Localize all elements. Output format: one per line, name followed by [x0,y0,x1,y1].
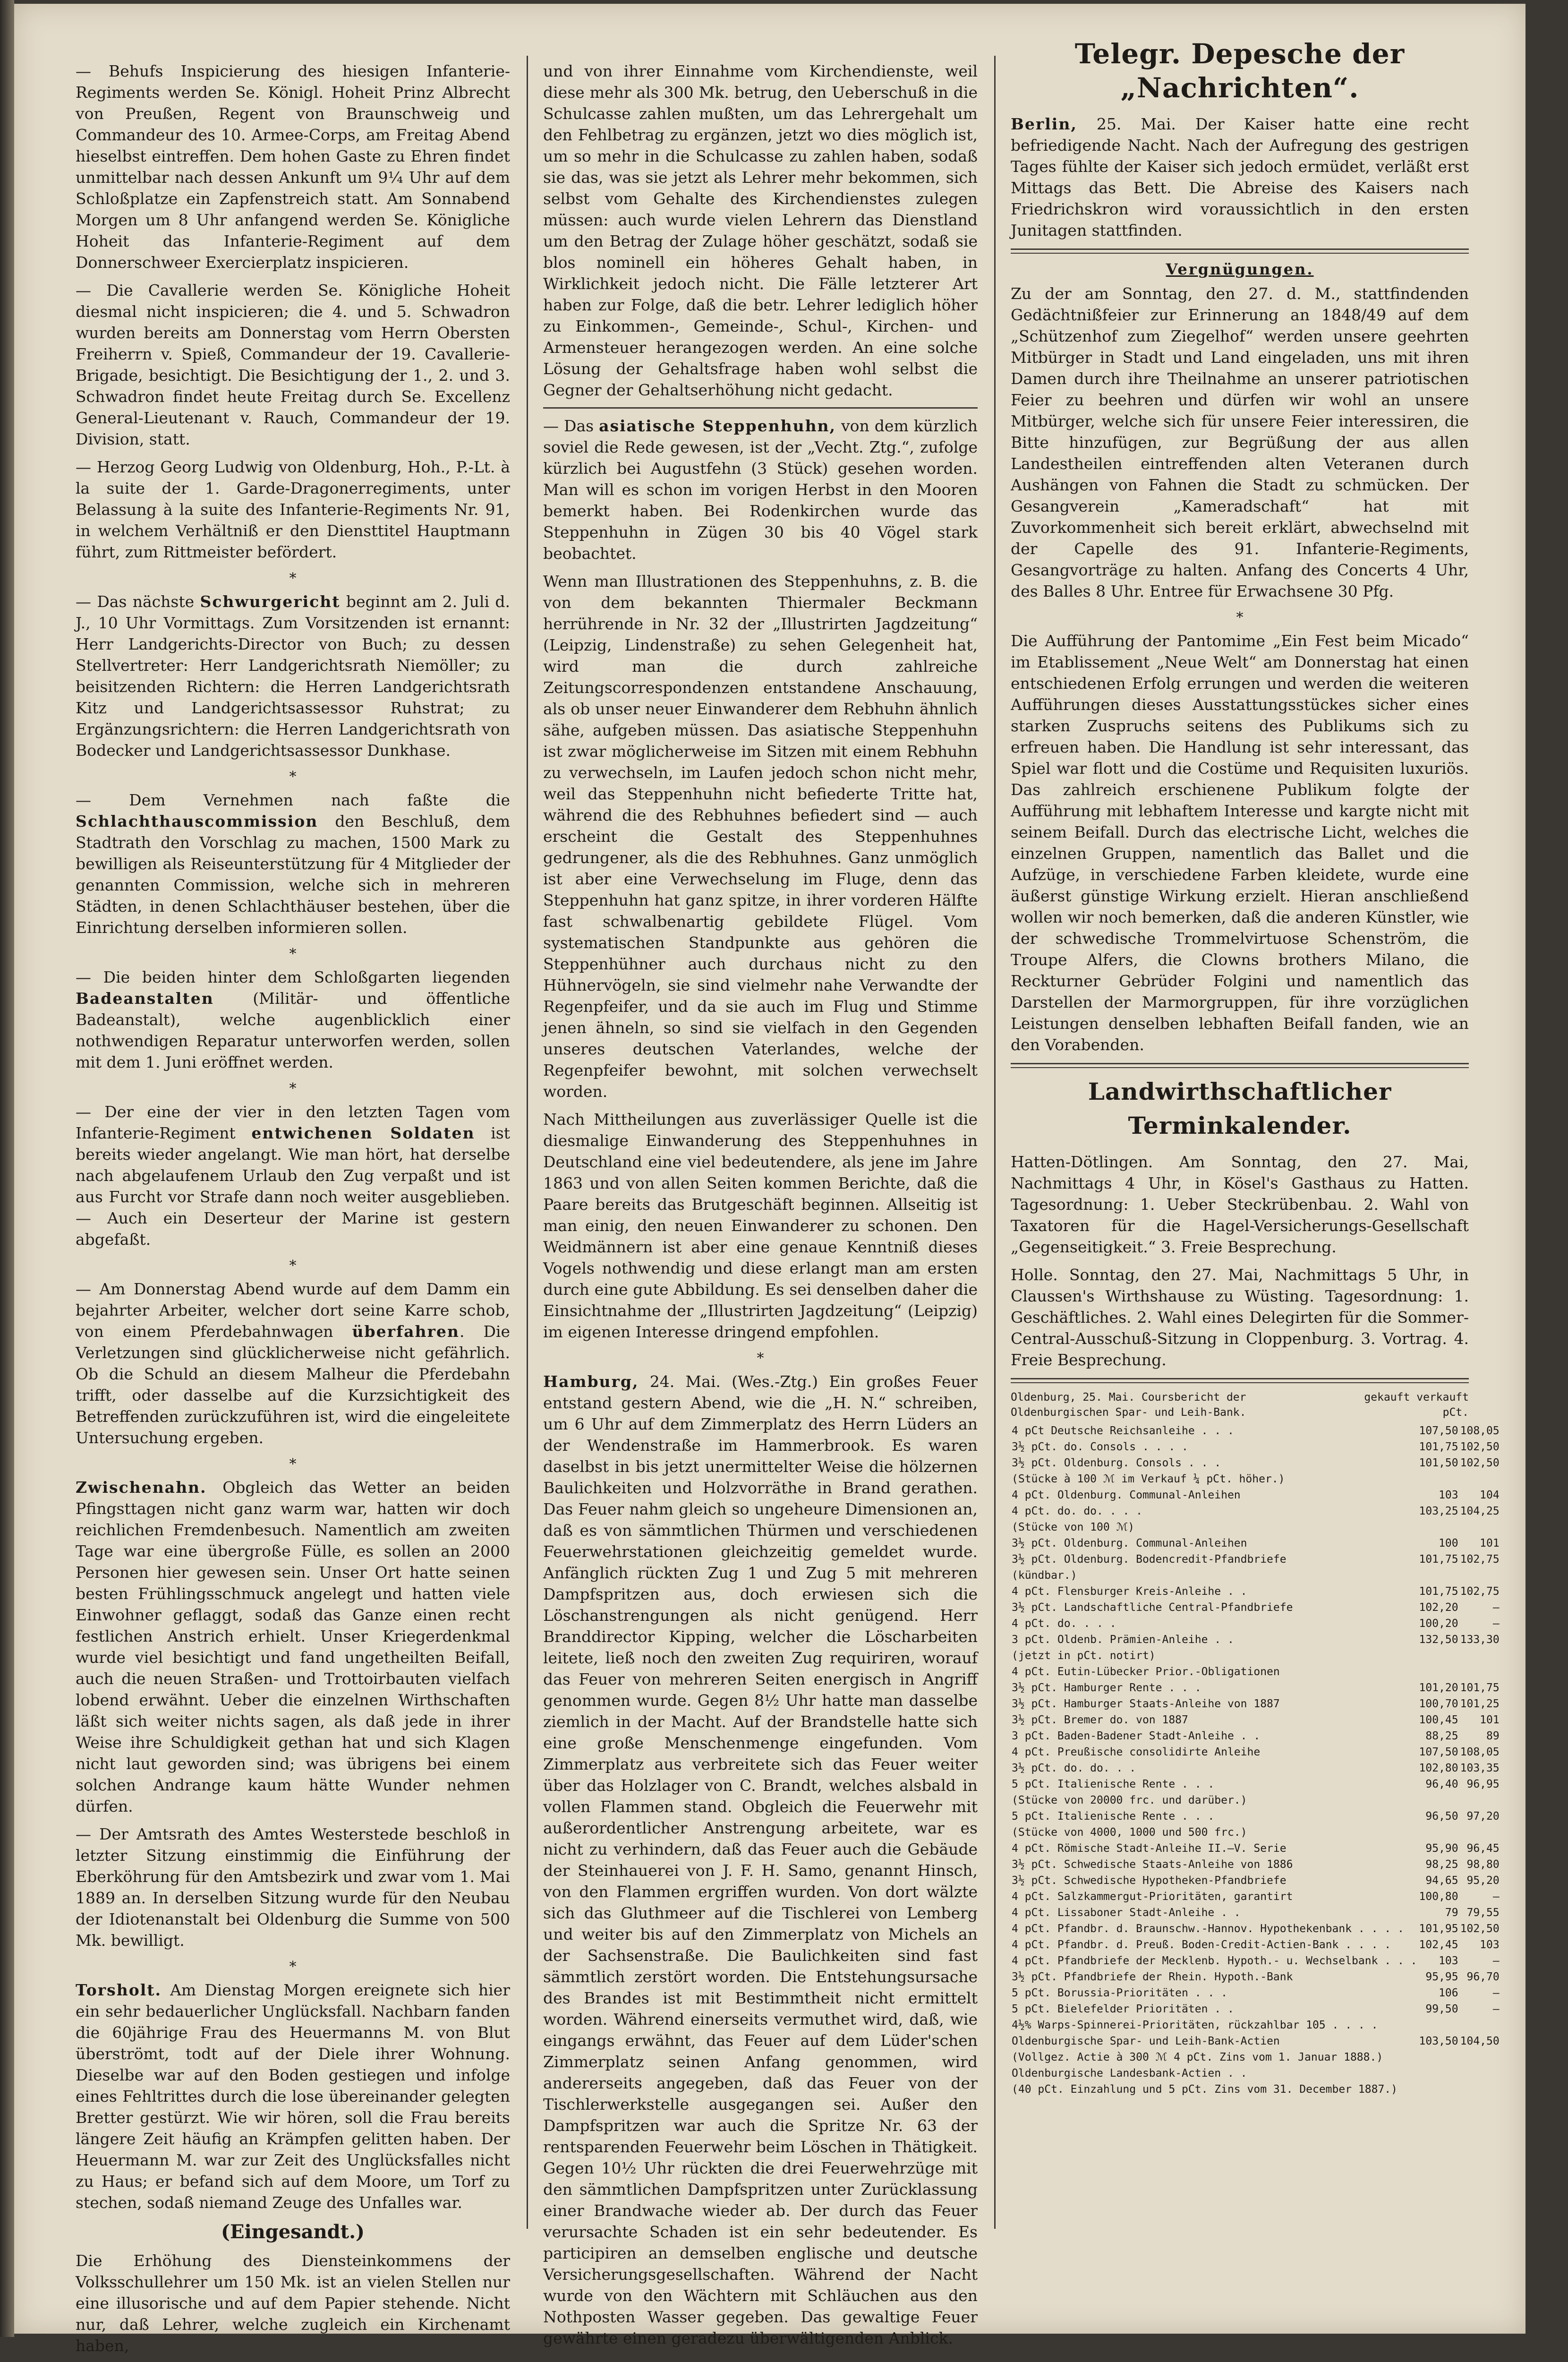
rate-row [1011,1728,1500,1744]
rate-verkauft [1459,1792,1500,1808]
rate-gekauft: 106 [1439,1987,1458,1999]
rate-gekauft: 101,75 [1419,1441,1458,1453]
vergnuegungen-heading: Vergnügungen. [1166,260,1314,278]
article-zwischenahn: Zwischenahn. Obgleich das Wetter an beiden Pfingsttagen nicht ganz warm war, hatten wir doch reichlichen Fremdenbesuch. Namentlich am zweiten Tage war eine übergroße Fülle, es sollen an 2000 Personen hier gewesen sein. Unser Ort hatte seinen besten Frühlingsschmuck angelegt und hatten viele Einwohner geflaggt, sodaß das Ganze einen recht festlichen Anstrich erhielt. Unser Kriegerdenkmal wurde viel besichtigt und fand ungetheilten Beifall, auch die neuen Straßen- und Trottoirbauten vielfach lobend erwähnt. Ueber die einzelnen Wirthschaften läßt sich weiter nichts sagen, als daß jede in ihrer Weise ihre Schuldigkeit gethan hat und sich Klagen nicht laut geworden sind; was übrigens bei einem solchen Andrange kaum hätte Wunder nehmen dürfen. [76,1478,510,1815]
rate-name: 3½ pCt. Oldenburg. Bodencredit-Pfandbriefe [1012,1553,1287,1566]
rate-row [1011,2001,1500,2017]
rate-row [1011,1439,1500,1455]
rate-verkauft: 104,50 [1460,2035,1500,2047]
keyword: asiatische Steppenhuhn, [599,417,836,435]
rate-verkauft [1459,1519,1500,1535]
rate-gekauft: 132,50 [1419,1634,1458,1646]
rate-name: 5 pCt. Bielefelder Prioritäten . . [1012,2003,1234,2015]
rate-row [1011,1423,1500,1439]
section-rule [1011,248,1469,254]
rate-gekauft: 107,50 [1419,1425,1458,1437]
rate-name: (Stücke von 4000, 1000 und 500 frc.) [1012,1826,1247,1839]
star-separator: * [289,1080,297,1097]
column-3 [1011,37,1500,2097]
rate-row [1011,1648,1500,1664]
rate-row [1011,1535,1500,1551]
rate-row [1011,1567,1500,1583]
rate-row [1011,1696,1500,1712]
rate-gekauft: 100,20 [1419,1617,1458,1630]
rate-row [1011,1471,1500,1487]
rate-row [1011,1937,1500,1953]
rate-name: 4 pCt. do. do. . . . [1012,1505,1142,1517]
rate-row [1011,1985,1500,2001]
col-pct: pCt. [1442,1406,1469,1419]
coursbericht-title: Oldenburg, 25. Mai. Coursbericht der Oldenburgischen Spar- und Leih-Bank. [1011,1391,1246,1419]
rate-verkauft: — [1492,1987,1500,1999]
rate-name: 4 pCt. Lissaboner Stadt-Anleihe . . [1012,1907,1241,1919]
rate-name: 3½ pCt. do. do. . . [1012,1762,1136,1774]
rate-name: 4 pCt. Oldenburg. Communal-Anleihen [1012,1489,1241,1501]
section-rule [1011,1063,1469,1068]
article-steppenhuhn-2: Wenn man Illustrationen des Steppenhuhns, z. B. die von dem bekannten Thiermaler Beckmann herrührende in Nr. 32 der „Illustrirten Jagdzeitung“ (Leipzig, Lindenstraße) zu sehen Gelegenheit hat, wird man die durch zahlreiche Zeitungscorrespondenzen entstandene Anschauung, als ob unser neuer Einwanderer dem Rebhuhn ähnlich sähe, aufgeben müssen. Das asiatische Steppenhuhn ist zwar möglicherweise im Sitzen mit einem Rebhuhn zu verwechseln, im Laufen jedoch schon nicht mehr, weil das Steppenhuhn nicht befiederte Tritte hat, während die des Rebhuhnes befiedert sind — auch erscheint die Gestalt des Steppenhuhnes gedrungener, als die des Rebhuhnes. Ganz unmöglich ist aber eine Verwechselung im Fluge, denn das Steppenhuhn hat ganz spitze, in ihrer vorderen Hälfte fast schwalbenartig gebildete Flügel. Vom systematischen Standpunkte aus gehören die Steppenhühner auch durchaus nicht zu den Hühnervögeln, sie sind vielmehr nahe Verwandte der Regenpfeifer, und da sie auch im Flug und Stimme jenen ähneln, so sind sie vielfach in den Gegenden unseres deutschen Vaterlandes, welche der Regenpfeifer bewohnt, mit solchen verwechselt worden. [543,572,978,1101]
coursbericht-table [1011,1423,1500,2097]
keyword: Hamburg, [543,1372,639,1391]
keyword: entwichenen Soldaten [251,1124,475,1142]
rate-verkauft: 98,80 [1466,1858,1500,1871]
star-separator: * [1236,609,1244,626]
rate-verkauft [1459,1471,1500,1487]
article-badeanstalten: — Die beiden hinter dem Schloßgarten liegenden Badeanstalten (Militär- und öffentliche Badeanstalt), welche augenblicklich einer nothwendigen Reparatur unterworfen werden, sollen mit dem 1. Juni eröffnet werden. [76,968,510,1071]
rate-verkauft: 101 [1480,1537,1500,1549]
article-schlachthaus: — Dem Vernehmen nach faßte die Schlachthauscommission den Beschluß, dem Stadtrath den Vorschlag zu machen, 1500 Mark zu bewilligen als Reiseunterstützung für 4 Mitglieder der genannten Commission, welche sich in mehreren Städten, in denen Schlachthäuser bestehen, über die Einrichtung derselben informieren sollen. [76,791,510,937]
rate-verkauft [1459,2017,1500,2033]
rate-gekauft: 79 [1445,1907,1458,1919]
rate-row [1011,1873,1500,1889]
article-amtsrath: — Der Amtsrath des Amtes Westerstede beschloß in letzter Sitzung einstimmig die Einführung der Eberköhrung für den Amtsbezirk und zwar vom 1. Mai 1889 an. In derselben Sitzung wurde für den Neubau der Idiotenanstalt bei Oldenburg die Summe von 500 Mk. bewilligt. [76,1825,510,1950]
article-lehrer-cont: und von ihrer Einnahme vom Kirchendienste, weil diese mehr als 300 Mk. betrug, den Ueberschuß in die Schulcasse zahlen mußten, um das Lehrergehalt um den Fehlbetrag zu ergänzen, jetzt wo dies möglich ist, um so mehr in die Schulcasse zu zahlen haben, sodaß sie das, was sie jetzt als Lehrer mehr bekommen, sich selbst vom Gehalte des Kirchendienstes zulegen müssen: auch wurde vielen Lehrern das Dienstland um den Betrag der Zulage höher geschätzt, sodaß sie blos nominell ein höheres Gehalt haben, in Wirklichkeit jedoch nicht. Die Fälle letzterer Art haben zur Folge, daß die betr. Lehrer lediglich höher zu Einkommen-, Gemeinde-, Schul-, Kirchen- und Armensteuer herangezogen werden. An eine solche Lösung der Gehaltsfrage haben wohl selbst die Gegner der Gehaltserhöhung nicht gedacht. [543,62,978,399]
rate-row [1011,1792,1500,1808]
rate-row [1011,1616,1500,1632]
rate-verkauft: 102,50 [1460,1441,1500,1453]
rate-gekauft: 103,50 [1419,2035,1458,2047]
column-rule [994,56,996,2229]
column-2 [543,60,978,2355]
rate-verkauft [1459,2065,1500,2081]
star-separator: * [289,570,297,587]
terminkalender-title: Landwirthschaftlicher Terminkalender. [1088,1078,1392,1139]
rate-row [1011,1840,1500,1857]
rate-gekauft [1418,1519,1459,1535]
rate-row [1011,1905,1500,1921]
rate-name: (jetzt in pCt. notirt) [1012,1650,1156,1662]
rate-gekauft: 96,40 [1425,1778,1458,1790]
rate-row [1011,1600,1500,1616]
eingesandt-heading: (Eingesandt.) [221,2221,365,2243]
rate-row [1011,1712,1500,1728]
rate-verkauft: 102,75 [1460,1585,1500,1598]
rate-gekauft: 100,80 [1419,1891,1458,1903]
rate-verkauft: 133,30 [1460,1634,1500,1646]
star-separator: * [289,1258,297,1274]
article-pantomime: Die Aufführung der Pantomime „Ein Fest beim Micado“ im Etablissement „Neue Welt“ am Donnerstag hat einen entschiedenen Erfolg errungen und werden die weiteren Aufführungen dieses Ausstattungsstückes sicher eines starken Zuspruchs seitens des Publikums sich zu erfreuen haben. Die Handlung ist sehr interessant, das Spiel war flott und die Costüme und Requisiten luxuriös. Das zahlreich erschienene Publikum folgte der Aufführung mit lebhaftem Interesse und kargte nicht mit seinem Beifall. Durch das electrische Licht, welches die einzelnen Gruppen, namentlich das Ballet und die Aufzüge, in verschiedene Farben kleidete, wurde eine äußerst günstige Wirkung erzielt. Hieran anschließend wollen wir noch bemerken, daß die anderen Künstler, wie der schwedische Trommelvirtuose Schenström, die Troupe Alfers, die Clowns brothers Milano, die Reckturner Gebrüder Folgini und namentlich das Darstellen der Marmorgruppen, für ihre vorzüglichen Leistungen denselben lebhaften Beifall fanden, wie an den Vorabenden. [1011,632,1469,1054]
article-inspicierung: — Behufs Inspicierung des hiesigen Infanterie-Regiments werden Se. Königl. Hoheit Prinz Albrecht von Preußen, Regent von Braunschweig und Commandeur des 10. Armee-Corps, am Freitag Abend hieselbst eintreffen. Dem hohen Gaste zu Ehren findet unmittelbar nach dessen Ankunft um 9¼ Uhr auf dem Schloßplatze ein Zapfenstreich statt. Am Sonnabend Morgen um 8 Uhr anfangend werden Se. Königliche Hoheit das Infanterie-Regiment auf dem Donnerschweer Exercierplatz inspicieren. [76,62,510,272]
rate-verkauft: 79,55 [1466,1907,1500,1919]
rate-row [1011,1889,1500,1905]
rate-name: 3½ pCt. Hamburger Staats-Anleihe von 1887 [1012,1698,1280,1710]
article-cavallerie: — Die Cavallerie werden Se. Königliche Hoheit diesmal nicht inspicieren; die 4. und 5. Schwadron wurden bereits am Donnerstag vom Herrn Obersten Freiherrn v. Spieß, Commandeur der 19. Cavallerie-Brigade, besichtigt. Die Besichtigung der 1., 2. und 3. Schwadron findet heute Freitag durch Se. Excellenz General-Lieutenant v. Rauch, Commandeur der 19. Division, statt. [76,281,510,448]
rate-row [1011,1583,1500,1600]
rate-row [1011,1921,1500,1937]
article-torsholt: Torsholt. Am Dienstag Morgen ereignete sich hier ein sehr bedauerlicher Unglücksfall. Nachbarn fanden die 60jährige Frau des Heuermanns M. von Blut überströmt, todt auf der Diele ihrer Wohnung. Dieselbe war auf den Boden gestiegen und infolge eines Fehltrittes durch die lose übereinander gelegten Bretter gestürzt. Wie wir hören, soll die Frau bereits längere Zeit häufig an Krämpfen gelitten haben. Der Heuermann M. war zur Zeit des Unglücksfalles nicht zu Haus; er befand sich auf dem Moore, um Torf zu stechen, sodaß niemand Zeuge des Unfalles war. [76,1981,510,2212]
rate-row [1011,1857,1500,1873]
rate-row [1011,1632,1500,1648]
rate-name: 4 pCt. Römische Stadt-Anleihe II.—V. Serie [1012,1842,1287,1855]
rate-verkauft: 101,75 [1460,1682,1500,1694]
rate-name: 3½ pCt. Schwedische Staats-Anleihe von 1886 [1012,1858,1293,1871]
rate-gekauft: 101,75 [1419,1585,1458,1598]
rate-verkauft: 97,20 [1466,1810,1500,1823]
col-verkauft: verkauft [1416,1391,1469,1404]
rate-name: Oldenburgische Spar- und Leih-Bank-Actien [1012,2035,1280,2047]
article-herzog: — Herzog Georg Ludwig von Oldenburg, Hoh., P.-Lt. à la suite der 1. Garde-Dragonerregiments, unter Belassung à la suite des Infanterie-Regiments Nr. 91, in welchem Verhältniß er den Diensttitel Hauptmann führt, zum Rittmeister befördert. [76,458,510,561]
rate-verkauft: 104 [1480,1489,1500,1501]
rate-gekauft: 103,25 [1419,1505,1458,1517]
rate-gekauft [1418,2081,1459,2097]
article-gedaechtnisfeier: Zu der am Sonntag, den 27. d. M., stattfindenden Gedächtnißfeier zur Erinnerung an 1848/49 auf dem „Schützenhof zum Ziegelhof“ werden unsere geehrten Mitbürger in Stadt und Land eingeladen, uns mit ihren Damen durch ihre Theilnahme an unserer patriotischen Feier zu beehren und dürfen wir wohl an unsere Mitbürger, welche sich für unsere Feier interessiren, die Bitte hinzufügen, zur Begrüßung der aus allen Landestheilen eintreffenden alten Veteranen durch Aushängen von Fahnen die Stadt zu schmücken. Der Gesangverein „Kameradschaft“ hat mit Zuvorkommenheit sich bereit erklärt, abwechselnd mit der Capelle des 91. Infanterie-Regiments, Gesangvorträge zu halten. Anfang des Concerts 4 Uhr, des Balles 8 Uhr. Entree für Erwachsene 30 Pfg. [1011,284,1469,600]
keyword: Torsholt. [76,1981,162,1999]
rate-name: 3 pCt. Oldenb. Prämien-Anleihe . . [1012,1634,1234,1646]
rate-name: (Stücke à 100 ℳ im Verkauf ¼ pCt. höher.) [1012,1473,1285,1485]
rate-gekauft: 103 [1439,1955,1458,1967]
rate-verkauft: 96,70 [1466,1971,1500,1983]
rate-verkauft: 108,05 [1460,1746,1500,1758]
rate-row [1011,1953,1500,1969]
rate-gekauft [1418,1664,1459,1680]
coursbericht-columns [1364,1390,1469,1420]
rate-verkauft: 89 [1486,1730,1500,1742]
rate-verkauft [1459,1567,1500,1583]
rate-gekauft [1418,2049,1459,2065]
rate-verkauft: 96,45 [1466,1842,1500,1855]
article-hamburg: Hamburg, 24. Mai. (Wes.-Ztg.) Ein großes Feuer entstand gestern Abend, wie die „H. N.“ schreiben, um 6 Uhr auf dem Zimmerplatz des Herrn Lüders an der Wendenstraße im Hammerbrook. Es waren daselbst in bis jetzt unermittelter Weise die hölzernen Baulichkeiten und Holzvorräthe in Brand gerathen. Das Feuer nahm gleich so ungeheure Dimensionen an, daß es von sämmtlichen Thürmen und verschiedenen Feuerwehrstationen gleichzeitig gemeldet wurde. Anfänglich rückten Zug 1 und Zug 5 mit mehreren Dampfspritzen aus, doch erwiesen sich die Löschanstrengungen als nicht genügend. Herr Branddirector Kipping, welcher die Löscharbeiten leitete, ließ noch den zweiten Zug requiriren, worauf das Feuer von mehreren Seiten energisch in Angriff genommen wurde. Gegen 8½ Uhr hatte man dasselbe ziemlich in der Macht. Auf der Brandstelle hatte sich eine große Menschenmenge eingefunden. Vom Zimmerplatz aus verbreitete sich das Feuer weiter über das Holzlager von C. Brandt, welches alsbald in vollen Flammen stand. Obgleich die Feuerwehr mit außerordentlicher Anstrengung arbeitete, war es nicht zu verhindern, daß das Feuer auch die Gebäude der Steinhauerei von J. F. H. Samo, genannt Hinsch, von den Flammen ergriffen wurden. Von dort wälzte sich das Gluthmeer auf die Tischlerei von Lemberg und weiter bis auf den Zimmerplatz von Michels an der Sachsenstraße. Die Baulichkeiten sind fast sämmtlich zerstört worden. Die Entstehungsursache des Brandes ist mit Bestimmtheit nicht ermittelt worden. Während einerseits vermuthet wird, daß, wie eingangs erwähnt, das Feuer auf dem Lüder'schen Zimmerplatz seinen Anfang genommen, wird andererseits angegeben, daß das Feuer von der Tischlerwerkstelle ausgegangen sei. Außer den Dampfspritzen war auch die Spritze Nr. 63 der rentsparenden Feuerwehr beim Löschen in Thätigkeit. Gegen 10½ Uhr rückten die drei Feuerwehrzüge mit den sämmtlichen Dampfspritzen unter Zurücklassung einer Brandwache wieder ab. Der durch das Feuer verursachte Schaden ist ein sehr bedeutender. Es participiren an demselben englische und deutsche Versicherungsgesellschaften. Während der Nacht wurde von den Wächtern mit Schläuchen aus den Nothposten Wasser gegeben. Das gewaltige Feuer gewährte einen geradezu überwältigenden Anblick. [543,1372,978,2347]
rate-name: (Stücke von 20000 frc. und darüber.) [1012,1794,1247,1806]
rate-row [1011,1824,1500,1840]
rate-verkauft [1459,2049,1500,2065]
rate-row [1011,2017,1500,2033]
rate-row [1011,2065,1500,2081]
keyword: Schwurgericht [200,592,341,611]
rate-gekauft: 99,50 [1425,2003,1458,2015]
rate-gekauft: 101,20 [1419,1682,1458,1694]
star-separator: * [757,1350,764,1367]
rate-gekauft: 95,90 [1425,1842,1458,1855]
rate-verkauft: 102,50 [1460,1457,1500,1469]
rate-row [1011,1551,1500,1567]
rate-verkauft: 96,95 [1466,1778,1500,1790]
article-schwurgericht: — Das nächste Schwurgericht beginnt am 2. Juli d. J., 10 Uhr Vormittags. Zum Vorsitzenden ist ernannt: Herr Landgerichts-Director von Buch; zu dessen Stellvertreter: Herr Landgerichtsrath Niemöller; zu beisitzenden Richtern: die Herren Landgerichtsrath Kitz und Landgerichtsassessor Ruhstrat; zu Ergänzungsrichtern: die Herren Landgerichtsrath von Bodecker und Landgerichtsassessor Dunkhase. [76,592,510,760]
rate-verkauft: 103 [1480,1939,1500,1951]
rate-name: (40 pCt. Einzahlung und 5 pCt. Zins vom 31. December 1887.) [1012,2083,1398,2096]
rate-gekauft: 100,45 [1419,1714,1458,1726]
rate-gekauft: 100,70 [1419,1698,1458,1710]
rate-row [1011,1503,1500,1519]
article-steppenhuhn-3: Nach Mittheilungen aus zuverlässiger Quelle ist die diesmalige Einwanderung des Steppenhuhnes in Deutschland eine viel bedeutendere, als jene im Jahre 1863 und von allen Seiten kommen Berichte, daß die Paare bereits das Brutgeschäft beginnen. Allseitig ist man einig, den neuen Einwanderer zu schonen. Den Weidmännern ist aber eine genaue Kenntniß dieses Vogels nothwendig und diese erlangt man am ersten durch eine gute Abbildung. Es sei denselben daher die Einsichtnahme der „Illustrirten Jagdzeitung“ (Leipzig) im eigenen Interesse dringend empfohlen. [543,1110,978,1341]
rate-row [1011,1455,1500,1471]
rate-verkauft [1459,1824,1500,1840]
section-rule [543,407,978,409]
rate-name: 4 pCt. Preußische consolidirte Anleihe [1012,1746,1261,1758]
rate-gekauft: 102,45 [1419,1939,1458,1951]
rate-verkauft: — [1492,1617,1500,1630]
rate-verkauft: 103,35 [1460,1762,1500,1774]
rate-gekauft: 98,25 [1425,1858,1458,1871]
rate-name: 4 pCt Deutsche Reichsanleihe . . . [1012,1425,1234,1437]
rate-name: 4 pCt. Pfandbr. d. Braunschw.-Hannov. Hypothekenbank . . . . [1012,1923,1404,1935]
rate-gekauft [1418,2017,1459,2033]
rate-gekauft: 107,50 [1419,1746,1458,1758]
rate-verkauft: — [1492,1891,1500,1903]
article-lehrer: Die Erhöhung des Diensteinkommens der Volksschullehrer um 150 Mk. ist an vielen Stellen nur eine illusorische und auf dem Papier stehende. Nicht nur, daß Lehrer, welche zugleich ein Kirchenamt haben, [76,2251,510,2355]
rate-row [1011,2033,1500,2049]
rate-verkauft: 95,20 [1466,1874,1500,1887]
page-edge [0,0,14,2337]
rate-name: 3 pCt. Baden-Badener Stadt-Anleihe . . [1012,1730,1261,1742]
rate-verkauft: — [1492,2003,1500,2015]
rate-name: (Stücke von 100 ℳ) [1012,1521,1134,1533]
rate-gekauft: 102,20 [1419,1601,1458,1614]
rate-row [1011,1744,1500,1760]
rate-verkauft: 108,05 [1460,1425,1500,1437]
rate-name: 3½ pCt. Schwedische Hypotheken-Pfandbriefe [1012,1874,1287,1887]
rate-name: 5 pCt. Italienische Rente . . . [1012,1778,1215,1790]
rate-row [1011,1487,1500,1503]
keyword: überfahren [352,1322,460,1341]
termin-holle: Holle. Sonntag, den 27. Mai, Nachmittags 5 Uhr, in Claussen's Wirthshause zu Wüsting. Tagesordnung: 1. Geschäftliches. 2. Wahl eines Delegirten für die Sommer-Central-Ausschuß-Sitzung in Cloppenburg. 3. Vortrag. 4. Freie Besprechung. [1011,1266,1469,1369]
keyword: Zwischenahn. [76,1478,207,1497]
star-separator: * [289,1456,297,1472]
termin-hatten: Hatten-Dötlingen. Am Sonntag, den 27. Mai, Nachmittags 4 Uhr, in Kösel's Gasthaus zu Hatten. Tagesordnung: 1. Ueber Steckrübenbau. 2. Wahl von Taxatoren für die Hagel-Versicherungs-Gesellschaft „Gegenseitigkeit.“ 3. Freie Besprechung. [1011,1153,1469,1256]
rate-name: 4 pCt. Eutin-Lübecker Prior.-Obligationen [1012,1666,1280,1678]
star-separator: * [289,769,297,785]
rate-name: 3½ pCt. Oldenburg. Consols . . . [1012,1457,1221,1469]
rate-gekauft: 101,50 [1419,1457,1458,1469]
coursbericht-header [1011,1390,1469,1420]
star-separator: * [289,946,297,962]
article-pferdebahn: — Am Donnerstag Abend wurde auf dem Damm ein bejahrter Arbeiter, welcher dort seine Karre schob, von einem Pferdebahnwagen überfahren. Die Verletzungen sind glücklicherweise nicht gefährlich. Ob die Schuld an diesem Malheur die Pferdebahn trifft, oder dasselbe auf die Kurzsichtigkeit des Betreffenden zurückzuführen ist, wird die eingeleitete Untersuchung ergeben. [76,1280,510,1447]
rate-gekauft: 94,65 [1425,1874,1458,1887]
rate-row [1011,1680,1500,1696]
rate-name: (Vollgez. Actie à 300 ℳ 4 pCt. Zins vom 1. Januar 1888.) [1012,2051,1383,2063]
rate-row [1011,2049,1500,2065]
article-soldaten: — Der eine der vier in den letzten Tagen vom Infanterie-Regiment entwichenen Soldaten ist bereits wieder angelangt. Wie man hört, hat derselbe nach abgelaufenem Urlaub den Zug verpaßt und ist aus Furcht vor Strafe dann noch weiter ausgeblieben. — Auch ein Deserteur der Marine ist gestern abgefaßt. [76,1103,510,1249]
rate-name: 4 pCt. Pfandbriefe der Mecklenb. Hypoth.- u. Wechselbank . . . [1012,1955,1417,1967]
rate-name: 3½ pCt. do. Consols . . . . [1012,1441,1188,1453]
rate-gekauft: 96,50 [1425,1810,1458,1823]
rate-gekauft: 101,95 [1419,1923,1458,1935]
rate-verkauft [1459,1648,1500,1664]
rate-name: 3½ pCt. Landschaftliche Central-Pfandbriefe [1012,1601,1293,1614]
rate-gekauft: 100 [1439,1537,1458,1549]
rate-row [1011,1808,1500,1824]
column-rule [527,56,528,2229]
rate-verkauft: — [1492,1601,1500,1614]
rate-name: 4 pCt. Pfandbr. d. Preuß. Boden-Credit-Actien-Bank . . . . [1012,1939,1391,1951]
rate-name: 4 pCt. do. . . . [1012,1617,1116,1630]
rate-row [1011,1969,1500,1985]
keyword: Berlin, [1011,115,1077,133]
keyword: Badeanstalten [76,989,214,1008]
rate-gekauft [1418,2065,1459,2081]
col-gekauft: gekauft [1364,1391,1410,1404]
rate-name: 5 pCt. Borussia-Prioritäten . . . [1012,1987,1227,1999]
rate-gekauft: 88,25 [1425,1730,1458,1742]
rate-name: 4 pCt. Salzkammergut-Prioritäten, garantirt [1012,1891,1293,1903]
rate-name: 4½% Warps-Spinnerei-Prioritäten, rückzahlbar 105 . . . . [1012,2019,1378,2031]
rate-name: Oldenburgische Landesbank-Actien . . [1012,2067,1247,2080]
rate-name: (kündbar.) [1012,1569,1077,1582]
rate-row [1011,1776,1500,1792]
keyword: Schlachthauscommission [76,812,318,830]
rate-verkauft: — [1492,1955,1500,1967]
rate-verkauft: 101 [1480,1714,1500,1726]
rate-gekauft [1418,1567,1459,1583]
rate-name: 5 pCt. Italienische Rente . . . [1012,1810,1215,1823]
rate-verkauft: 104,25 [1460,1505,1500,1517]
rate-gekauft: 95,95 [1425,1971,1458,1983]
rate-gekauft: 101,75 [1419,1553,1458,1566]
column-1 [76,60,510,2362]
rate-verkauft [1459,1664,1500,1680]
newspaper-page [14,4,1525,2355]
article-steppenhuhn: — Das asiatische Steppenhuhn, von dem kürzlich soviel die Rede gewesen, ist der „Vecht. Ztg.“, zufolge kürzlich bei Augustfehn (3 Stück) gesehen worden. Man will es schon im vorigen Herbst in den Mooren bemerkt haben. Bei Rodenkirchen wurde das Steppenhuhn in Zügen 30 bis 40 Vögel stark beobachtet. [543,417,978,563]
rate-row [1011,1519,1500,1535]
rate-gekauft [1418,1824,1459,1840]
rate-gekauft: 102,80 [1419,1762,1458,1774]
rate-gekauft [1418,1792,1459,1808]
star-separator: * [289,1959,297,1975]
telegram-title: Telegr. Depesche der „Nachrichten“. [1074,38,1405,104]
rate-row [1011,2081,1500,2097]
rate-verkauft: 102,75 [1460,1553,1500,1566]
rate-name: 4 pCt. Flensburger Kreis-Anleihe . . [1012,1585,1247,1598]
rate-name: 3½ pCt. Hamburger Rente . . . [1012,1682,1202,1694]
rate-gekauft [1418,1648,1459,1664]
section-rule [1011,1378,1469,1383]
rate-name: 3½ pCt. Oldenburg. Communal-Anleihen [1012,1537,1247,1549]
rate-row [1011,1664,1500,1680]
rate-verkauft: 101,25 [1460,1698,1500,1710]
article-berlin: Berlin, 25. Mai. Der Kaiser hatte eine recht befriedigende Nacht. Nach der Aufregung des gestrigen Tages fühlte der Kaiser sich jedoch ermüdet, verläßt erst Mittags das Bett. Die Abreise des Kaisers nach Friedrichskron wird voraussichtlich in den ersten Junitagen stattfinden. [1011,115,1469,240]
rate-name: 3½ pCt. Pfandbriefe der Rhein. Hypoth.-Bank [1012,1971,1293,1983]
rate-verkauft: 102,50 [1460,1923,1500,1935]
rate-gekauft: 103 [1439,1489,1458,1501]
rate-name: 3½ pCt. Bremer do. von 1887 [1012,1714,1188,1726]
rate-gekauft [1418,1471,1459,1487]
rate-row [1011,1760,1500,1776]
rate-verkauft [1459,2081,1500,2097]
